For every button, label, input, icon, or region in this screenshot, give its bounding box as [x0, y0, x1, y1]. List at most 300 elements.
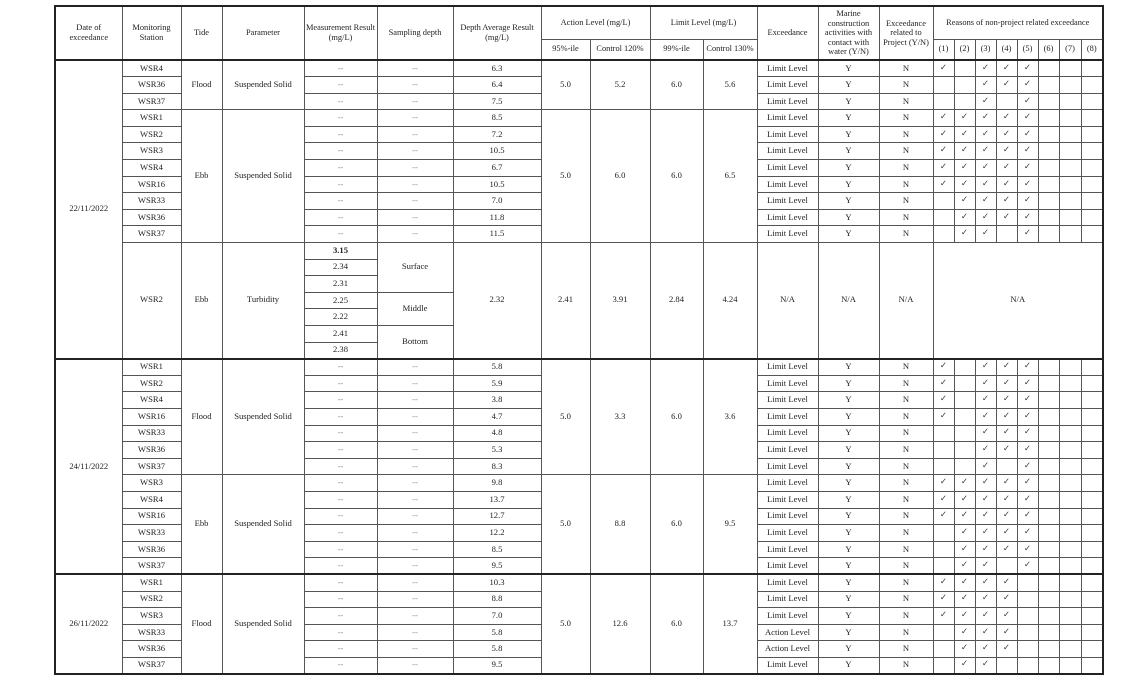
- station-cell: WSR37: [122, 458, 181, 475]
- reason-2-cell: [954, 60, 975, 77]
- station-cell: WSR16: [122, 176, 181, 193]
- reason-5-cell: [1017, 574, 1038, 591]
- sampling-depth-cell: --: [377, 475, 453, 492]
- checkmark-icon: ✓: [1023, 543, 1032, 554]
- table-row: [55, 574, 1103, 591]
- depth-average-cell: 8.3: [453, 458, 541, 475]
- measurement-cell: --: [304, 608, 377, 625]
- date-block: [55, 60, 1103, 359]
- checkmark-icon: ✓: [1023, 211, 1032, 222]
- measurement-cell: --: [304, 558, 377, 575]
- header-reason-8: (8): [1081, 39, 1103, 60]
- reason-3-cell: [975, 226, 996, 243]
- checkmark-icon: ✓: [960, 228, 969, 239]
- reason-5-cell: [1017, 176, 1038, 193]
- measurement-cell: --: [304, 143, 377, 160]
- reason-5-cell: [1017, 392, 1038, 409]
- checkmark-icon: ✓: [1002, 593, 1011, 604]
- header-measurement: Measurement Result (mg/L): [304, 6, 377, 60]
- reason-1-cell: [933, 591, 954, 608]
- measurement-cell: --: [304, 491, 377, 508]
- measurement-cell: --: [304, 226, 377, 243]
- exceedance-cell: Limit Level: [757, 425, 818, 442]
- reason-6-cell: [1038, 126, 1059, 143]
- checkmark-icon: ✓: [1023, 526, 1032, 537]
- sampling-depth-cell: --: [377, 608, 453, 625]
- reason-4-cell: [996, 93, 1017, 110]
- reason-6-cell: [1038, 359, 1059, 376]
- reason-8-cell: [1081, 226, 1103, 243]
- reason-7-cell: [1059, 525, 1081, 542]
- measurement-cell: --: [304, 458, 377, 475]
- checkmark-icon: ✓: [1023, 62, 1032, 73]
- reason-2-cell: [954, 425, 975, 442]
- depth-average-cell: 7.0: [453, 193, 541, 210]
- measurement-cell: --: [304, 375, 377, 392]
- sampling-depth-cell: --: [377, 458, 453, 475]
- sampling-depth-cell: --: [377, 209, 453, 226]
- checkmark-icon: ✓: [981, 377, 990, 388]
- reason-8-cell: [1081, 442, 1103, 459]
- checkmark-icon: ✓: [960, 145, 969, 156]
- marine-activities-cell: Y: [818, 392, 879, 409]
- checkmark-icon: ✓: [1002, 78, 1011, 89]
- reason-8-cell: [1081, 541, 1103, 558]
- reason-6-cell: [1038, 209, 1059, 226]
- reason-7-cell: [1059, 193, 1081, 210]
- sampling-depth-cell: --: [377, 77, 453, 94]
- reason-6-cell: [1038, 558, 1059, 575]
- checkmark-icon: ✓: [981, 112, 990, 123]
- reason-7-cell: [1059, 60, 1081, 77]
- exceedance-cell: Limit Level: [757, 126, 818, 143]
- measurement-cell: 2.25: [304, 292, 377, 309]
- checkmark-icon: ✓: [981, 178, 990, 189]
- exceedance-cell: Limit Level: [757, 226, 818, 243]
- reason-7-cell: [1059, 657, 1081, 674]
- table-row: [55, 359, 1103, 376]
- reason-3-cell: [975, 558, 996, 575]
- checkmark-icon: ✓: [939, 361, 948, 372]
- depth-average-cell: 5.8: [453, 641, 541, 658]
- checkmark-icon: ✓: [1002, 361, 1011, 372]
- reason-4-cell: [996, 160, 1017, 177]
- reason-8-cell: [1081, 458, 1103, 475]
- checkmark-icon: ✓: [960, 211, 969, 222]
- checkmark-icon: ✓: [1023, 394, 1032, 405]
- tide-cell: Flood: [181, 574, 222, 674]
- reason-6-cell: [1038, 641, 1059, 658]
- sampling-depth-cell: --: [377, 425, 453, 442]
- measurement-cell: --: [304, 176, 377, 193]
- reason-2-cell: [954, 126, 975, 143]
- reason-1-cell: [933, 176, 954, 193]
- checkmark-icon: ✓: [1023, 95, 1032, 106]
- checkmark-icon: ✓: [939, 145, 948, 156]
- reason-1-cell: [933, 491, 954, 508]
- limit-99-cell: 6.0: [650, 359, 703, 475]
- sampling-depth-cell: --: [377, 558, 453, 575]
- measurement-cell: --: [304, 475, 377, 492]
- reason-6-cell: [1038, 375, 1059, 392]
- reason-4-cell: [996, 226, 1017, 243]
- exceedance-cell: Limit Level: [757, 408, 818, 425]
- checkmark-icon: ✓: [1023, 460, 1032, 471]
- reason-8-cell: [1081, 657, 1103, 674]
- checkmark-icon: ✓: [939, 112, 948, 123]
- reason-3-cell: [975, 657, 996, 674]
- station-cell: WSR36: [122, 641, 181, 658]
- checkmark-icon: ✓: [981, 593, 990, 604]
- checkmark-icon: ✓: [939, 510, 948, 521]
- sampling-depth-cell: --: [377, 375, 453, 392]
- reason-4-cell: [996, 392, 1017, 409]
- measurement-cell: --: [304, 425, 377, 442]
- reason-4-cell: [996, 375, 1017, 392]
- depth-average-cell: 4.8: [453, 425, 541, 442]
- reason-3-cell: [975, 110, 996, 127]
- checkmark-icon: ✓: [1023, 112, 1032, 123]
- reason-5-cell: [1017, 475, 1038, 492]
- checkmark-icon: ✓: [1023, 178, 1032, 189]
- reason-3-cell: [975, 176, 996, 193]
- parameter-cell: Turbidity: [222, 243, 304, 359]
- measurement-cell: 2.34: [304, 259, 377, 276]
- marine-activities-cell: Y: [818, 508, 879, 525]
- station-cell: WSR3: [122, 475, 181, 492]
- reason-4-cell: [996, 126, 1017, 143]
- marine-activities-cell: Y: [818, 193, 879, 210]
- reason-3-cell: [975, 93, 996, 110]
- parameter-cell: Suspended Solid: [222, 475, 304, 575]
- depth-average-cell: 9.5: [453, 558, 541, 575]
- depth-average-cell: 5.9: [453, 375, 541, 392]
- depth-average-cell: 7.5: [453, 93, 541, 110]
- marine-activities-cell: Y: [818, 408, 879, 425]
- parameter-cell: Suspended Solid: [222, 110, 304, 243]
- reason-1-cell: [933, 408, 954, 425]
- measurement-cell: --: [304, 508, 377, 525]
- reason-7-cell: [1059, 209, 1081, 226]
- checkmark-icon: ✓: [981, 460, 990, 471]
- reason-6-cell: [1038, 458, 1059, 475]
- reason-3-cell: [975, 160, 996, 177]
- parameter-cell: Suspended Solid: [222, 359, 304, 475]
- exceedance-cell: Limit Level: [757, 508, 818, 525]
- depth-average-cell: 9.5: [453, 657, 541, 674]
- exceedance-cell: Limit Level: [757, 591, 818, 608]
- reason-1-cell: [933, 209, 954, 226]
- marine-activities-cell: Y: [818, 475, 879, 492]
- header-limit-level: Limit Level (mg/L): [650, 6, 757, 39]
- checkmark-icon: ✓: [1023, 161, 1032, 172]
- reason-6-cell: [1038, 608, 1059, 625]
- header-reasons: Reasons of non-project related exceedance: [933, 6, 1103, 39]
- reason-7-cell: [1059, 77, 1081, 94]
- reason-1-cell: [933, 442, 954, 459]
- checkmark-icon: ✓: [981, 609, 990, 620]
- reason-8-cell: [1081, 93, 1103, 110]
- depth-average-cell: 5.8: [453, 359, 541, 376]
- header-marine-activities: Marine construction activities with contact with water (Y/N): [818, 6, 879, 60]
- reason-4-cell: [996, 624, 1017, 641]
- checkmark-icon: ✓: [1002, 178, 1011, 189]
- reason-6-cell: [1038, 442, 1059, 459]
- reason-6-cell: [1038, 143, 1059, 160]
- reason-6-cell: [1038, 160, 1059, 177]
- exceedance-cell: Limit Level: [757, 359, 818, 376]
- reason-1-cell: [933, 475, 954, 492]
- reason-3-cell: [975, 442, 996, 459]
- checkmark-icon: ✓: [981, 161, 990, 172]
- marine-activities-cell: Y: [818, 176, 879, 193]
- limit-control-cell: 13.7: [703, 574, 757, 674]
- reason-1-cell: [933, 110, 954, 127]
- reason-3-cell: [975, 193, 996, 210]
- reason-8-cell: [1081, 176, 1103, 193]
- checkmark-icon: ✓: [939, 493, 948, 504]
- reason-4-cell: [996, 541, 1017, 558]
- action-control-cell: 5.2: [590, 60, 650, 110]
- reason-4-cell: [996, 558, 1017, 575]
- reason-6-cell: [1038, 491, 1059, 508]
- depth-average-cell: 6.3: [453, 60, 541, 77]
- checkmark-icon: ✓: [939, 394, 948, 405]
- sampling-depth-cell: --: [377, 110, 453, 127]
- reason-7-cell: [1059, 408, 1081, 425]
- reason-6-cell: [1038, 77, 1059, 94]
- checkmark-icon: ✓: [1002, 477, 1011, 488]
- reason-5-cell: [1017, 143, 1038, 160]
- exceedance-cell: Limit Level: [757, 375, 818, 392]
- depth-average-cell: 10.3: [453, 574, 541, 591]
- reason-2-cell: [954, 491, 975, 508]
- exceedance-cell: Limit Level: [757, 176, 818, 193]
- action-control-cell: 3.91: [590, 243, 650, 359]
- checkmark-icon: ✓: [939, 593, 948, 604]
- reason-8-cell: [1081, 525, 1103, 542]
- reason-3-cell: [975, 425, 996, 442]
- reason-6-cell: [1038, 176, 1059, 193]
- reason-8-cell: [1081, 591, 1103, 608]
- related-to-project-cell: N: [879, 591, 933, 608]
- tide-cell: Ebb: [181, 243, 222, 359]
- sampling-depth-cell: --: [377, 60, 453, 77]
- sampling-depth-cell: --: [377, 657, 453, 674]
- reason-2-cell: [954, 176, 975, 193]
- checkmark-icon: ✓: [1002, 577, 1011, 588]
- reason-5-cell: [1017, 110, 1038, 127]
- related-to-project-cell: N: [879, 541, 933, 558]
- reason-1-cell: [933, 359, 954, 376]
- reason-4-cell: [996, 574, 1017, 591]
- checkmark-icon: ✓: [981, 659, 990, 670]
- reason-2-cell: [954, 525, 975, 542]
- table-header: [55, 6, 1103, 60]
- marine-activities-cell: Y: [818, 77, 879, 94]
- table-row: [55, 110, 1103, 127]
- reason-7-cell: [1059, 458, 1081, 475]
- reason-2-cell: [954, 143, 975, 160]
- reason-4-cell: [996, 641, 1017, 658]
- action-control-cell: 12.6: [590, 574, 650, 674]
- marine-activities-cell: Y: [818, 425, 879, 442]
- related-to-project-cell: N: [879, 558, 933, 575]
- header-action-control: Control 120%: [590, 39, 650, 60]
- date-cell: 22/11/2022: [55, 60, 122, 359]
- related-to-project-cell: N: [879, 508, 933, 525]
- depth-average-cell: 12.2: [453, 525, 541, 542]
- checkmark-icon: ✓: [1002, 112, 1011, 123]
- station-cell: WSR3: [122, 608, 181, 625]
- measurement-cell: --: [304, 624, 377, 641]
- reason-1-cell: [933, 392, 954, 409]
- reason-8-cell: [1081, 641, 1103, 658]
- marine-activities-cell: Y: [818, 209, 879, 226]
- exceedance-cell: Limit Level: [757, 60, 818, 77]
- reason-7-cell: [1059, 176, 1081, 193]
- reason-8-cell: [1081, 126, 1103, 143]
- action-95-cell: 5.0: [541, 359, 590, 475]
- header-station: Monitoring Station: [122, 6, 181, 60]
- marine-activities-cell: Y: [818, 359, 879, 376]
- checkmark-icon: ✓: [981, 211, 990, 222]
- limit-99-cell: 6.0: [650, 574, 703, 674]
- reason-7-cell: [1059, 608, 1081, 625]
- reason-3-cell: [975, 641, 996, 658]
- checkmark-icon: ✓: [960, 477, 969, 488]
- exceedance-cell: Limit Level: [757, 458, 818, 475]
- sampling-depth-cell: --: [377, 359, 453, 376]
- reason-2-cell: [954, 458, 975, 475]
- reason-1-cell: [933, 93, 954, 110]
- checkmark-icon: ✓: [960, 195, 969, 206]
- station-cell: WSR1: [122, 359, 181, 376]
- checkmark-icon: ✓: [1002, 493, 1011, 504]
- reason-2-cell: [954, 392, 975, 409]
- table-row: [55, 60, 1103, 77]
- related-to-project-cell: N: [879, 143, 933, 160]
- reason-1-cell: [933, 375, 954, 392]
- reason-8-cell: [1081, 359, 1103, 376]
- checkmark-icon: ✓: [960, 178, 969, 189]
- reason-8-cell: [1081, 60, 1103, 77]
- measurement-cell: --: [304, 126, 377, 143]
- reason-3-cell: [975, 508, 996, 525]
- checkmark-icon: ✓: [981, 78, 990, 89]
- station-cell: WSR36: [122, 541, 181, 558]
- header-limit-99: 99%-ile: [650, 39, 703, 60]
- sampling-depth-cell: --: [377, 160, 453, 177]
- marine-activities-cell: Y: [818, 624, 879, 641]
- sampling-depth-cell: --: [377, 226, 453, 243]
- related-to-project-cell: N: [879, 126, 933, 143]
- reason-3-cell: [975, 126, 996, 143]
- reason-5-cell: [1017, 458, 1038, 475]
- checkmark-icon: ✓: [981, 228, 990, 239]
- tide-cell: Flood: [181, 60, 222, 110]
- reason-5-cell: [1017, 60, 1038, 77]
- reason-6-cell: [1038, 574, 1059, 591]
- marine-activities-cell: Y: [818, 160, 879, 177]
- checkmark-icon: ✓: [981, 577, 990, 588]
- reason-6-cell: [1038, 110, 1059, 127]
- depth-average-cell: 8.8: [453, 591, 541, 608]
- measurement-cell: 3.15: [304, 243, 377, 260]
- station-cell: WSR36: [122, 209, 181, 226]
- measurement-cell: --: [304, 110, 377, 127]
- reason-3-cell: [975, 458, 996, 475]
- reason-1-cell: [933, 558, 954, 575]
- marine-activities-cell: Y: [818, 641, 879, 658]
- checkmark-icon: ✓: [1023, 493, 1032, 504]
- reason-2-cell: [954, 442, 975, 459]
- reason-2-cell: [954, 93, 975, 110]
- reason-3-cell: [975, 525, 996, 542]
- reason-4-cell: [996, 657, 1017, 674]
- header-reason-4: (4): [996, 39, 1017, 60]
- reason-6-cell: [1038, 541, 1059, 558]
- reason-1-cell: [933, 77, 954, 94]
- limit-control-cell: 9.5: [703, 475, 757, 575]
- exceedance-cell: Limit Level: [757, 541, 818, 558]
- station-cell: WSR1: [122, 110, 181, 127]
- checkmark-icon: ✓: [939, 377, 948, 388]
- related-to-project-cell: N: [879, 574, 933, 591]
- related-to-project-cell: N: [879, 176, 933, 193]
- related-to-project-cell: N: [879, 408, 933, 425]
- station-cell: WSR37: [122, 558, 181, 575]
- limit-99-cell: 6.0: [650, 60, 703, 110]
- reason-6-cell: [1038, 475, 1059, 492]
- checkmark-icon: ✓: [1023, 427, 1032, 438]
- reason-5-cell: [1017, 508, 1038, 525]
- measurement-cell: --: [304, 408, 377, 425]
- reason-3-cell: [975, 392, 996, 409]
- header-row-1: [55, 6, 1103, 39]
- reason-7-cell: [1059, 425, 1081, 442]
- measurement-cell: --: [304, 591, 377, 608]
- depth-average-cell: 6.7: [453, 160, 541, 177]
- sampling-depth-cell: --: [377, 193, 453, 210]
- date-cell: 24/11/2022: [55, 359, 122, 575]
- reason-7-cell: [1059, 491, 1081, 508]
- station-cell: WSR37: [122, 226, 181, 243]
- reason-3-cell: [975, 359, 996, 376]
- action-control-cell: 3.3: [590, 359, 650, 475]
- measurement-cell: --: [304, 541, 377, 558]
- reason-4-cell: [996, 110, 1017, 127]
- depth-average-cell: 5.8: [453, 624, 541, 641]
- reason-8-cell: [1081, 408, 1103, 425]
- checkmark-icon: ✓: [1023, 410, 1032, 421]
- station-cell: WSR37: [122, 93, 181, 110]
- reason-2-cell: [954, 608, 975, 625]
- station-cell: WSR33: [122, 193, 181, 210]
- measurement-cell: --: [304, 574, 377, 591]
- reason-2-cell: [954, 624, 975, 641]
- header-reason-5: (5): [1017, 39, 1038, 60]
- checkmark-icon: ✓: [981, 559, 990, 570]
- reason-3-cell: [975, 608, 996, 625]
- checkmark-icon: ✓: [1002, 626, 1011, 637]
- header-action-level: Action Level (mg/L): [541, 6, 650, 39]
- reason-6-cell: [1038, 93, 1059, 110]
- exceedance-cell: Limit Level: [757, 160, 818, 177]
- depth-average-cell: 4.7: [453, 408, 541, 425]
- checkmark-icon: ✓: [1023, 78, 1032, 89]
- reason-4-cell: [996, 525, 1017, 542]
